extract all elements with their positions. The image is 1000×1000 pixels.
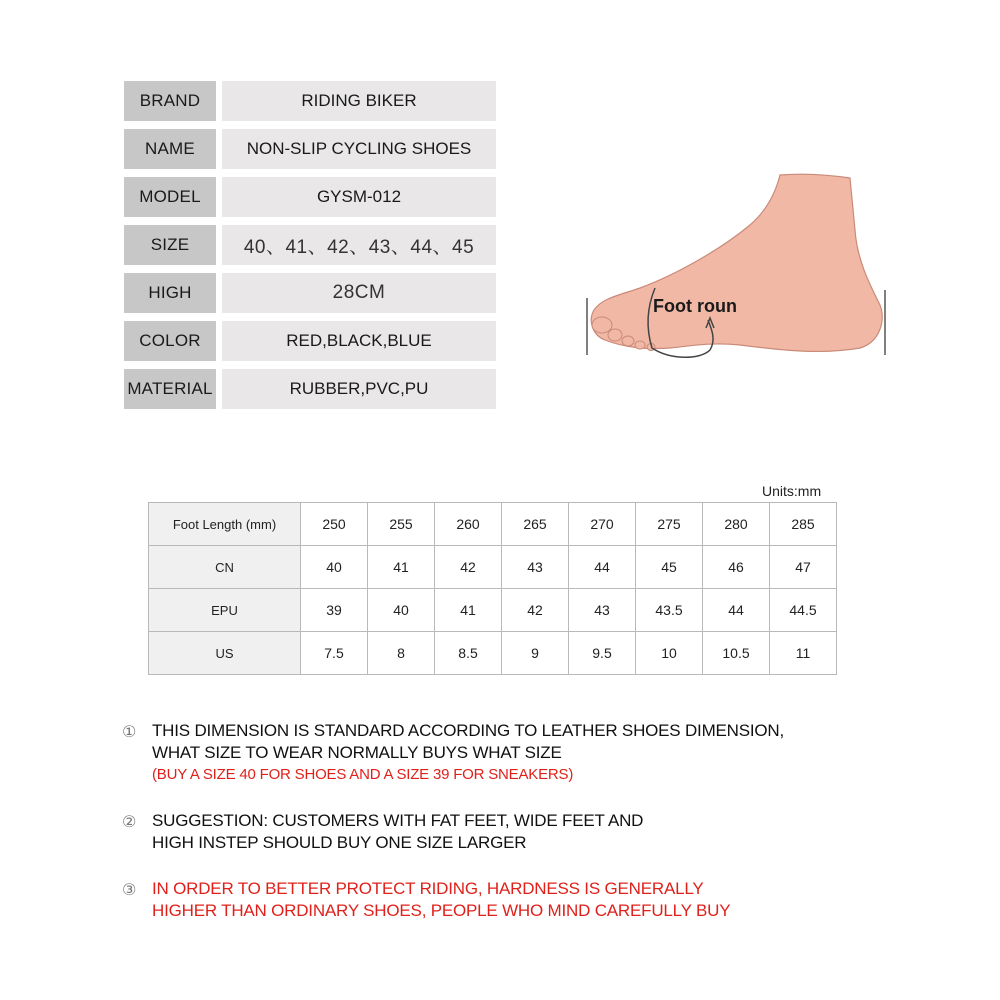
note-3 [122, 878, 882, 922]
spec-label: HIGH [124, 273, 216, 313]
note-text-warning: HIGHER THAN ORDINARY SHOES, PEOPLE WHO MIND CAREFULLY BUY [152, 901, 731, 920]
spec-value: RED,BLACK,BLUE [222, 321, 496, 361]
table-cell: 43 [502, 546, 569, 589]
spec-row-material [124, 369, 496, 409]
table-cell: 41 [368, 546, 435, 589]
table-cell: 40 [301, 546, 368, 589]
spec-value: RIDING BIKER [222, 81, 496, 121]
table-row [149, 589, 837, 632]
spec-row-high [124, 273, 496, 313]
table-cell: 9 [502, 632, 569, 675]
spec-table [124, 81, 496, 417]
table-cell: 10.5 [703, 632, 770, 675]
size-chart-table [148, 502, 837, 675]
table-cell: 7.5 [301, 632, 368, 675]
spec-value: NON-SLIP CYCLING SHOES [222, 129, 496, 169]
table-cell: 42 [502, 589, 569, 632]
table-cell: 11 [770, 632, 837, 675]
table-cell: 45 [636, 546, 703, 589]
spec-value: 40、41、42、43、44、45 [222, 225, 496, 265]
note-1 [122, 720, 882, 786]
note-text-warning: IN ORDER TO BETTER PROTECT RIDING, HARDNESS IS GENERALLY [152, 879, 704, 898]
table-cell: 10 [636, 632, 703, 675]
spec-value: 28CM [222, 273, 496, 313]
spec-row-color [124, 321, 496, 361]
note-number: ① [122, 724, 137, 741]
toe [608, 329, 622, 341]
spec-label: BRAND [124, 81, 216, 121]
table-cell: 260 [435, 503, 502, 546]
row-header: US [149, 632, 301, 675]
row-header: Foot Length (mm) [149, 503, 301, 546]
table-cell: 47 [770, 546, 837, 589]
foot-round-label: Foot roun [653, 296, 737, 316]
note-text: WHAT SIZE TO WEAR NORMALLY BUYS WHAT SIZE [152, 743, 562, 762]
table-cell: 250 [301, 503, 368, 546]
note-text: THIS DIMENSION IS STANDARD ACCORDING TO LEATHER SHOES DIMENSION, [152, 721, 785, 740]
table-cell: 43.5 [636, 589, 703, 632]
note-text-highlight: (BUY A SIZE 40 FOR SHOES AND A SIZE 39 FOR SNEAKERS) [152, 766, 574, 783]
table-cell: 285 [770, 503, 837, 546]
spec-label: COLOR [124, 321, 216, 361]
table-cell: 8.5 [435, 632, 502, 675]
table-cell: 44 [703, 589, 770, 632]
table-cell: 8 [368, 632, 435, 675]
row-header: CN [149, 546, 301, 589]
note-text: SUGGESTION: CUSTOMERS WITH FAT FEET, WIDE FEET AND [152, 811, 644, 830]
toe-big [592, 317, 612, 333]
table-cell: 40 [368, 589, 435, 632]
foot-illustration [580, 170, 890, 370]
table-cell: 265 [502, 503, 569, 546]
table-cell: 46 [703, 546, 770, 589]
note-2 [122, 810, 882, 854]
table-cell: 43 [569, 589, 636, 632]
row-header: EPU [149, 589, 301, 632]
note-number: ③ [122, 882, 137, 899]
spec-row-brand [124, 81, 496, 121]
spec-row-name [124, 129, 496, 169]
spec-label: MODEL [124, 177, 216, 217]
table-cell: 275 [636, 503, 703, 546]
note-text: HIGH INSTEP SHOULD BUY ONE SIZE LARGER [152, 833, 527, 852]
table-row [149, 632, 837, 675]
toe [635, 341, 645, 349]
spec-value: RUBBER,PVC,PU [222, 369, 496, 409]
spec-value: GYSM-012 [222, 177, 496, 217]
table-cell: 44 [569, 546, 636, 589]
spec-row-model [124, 177, 496, 217]
table-row [149, 546, 837, 589]
table-cell: 41 [435, 589, 502, 632]
table-cell: 44.5 [770, 589, 837, 632]
note-number: ② [122, 814, 137, 831]
spec-label: SIZE [124, 225, 216, 265]
spec-row-size [124, 225, 496, 265]
table-cell: 280 [703, 503, 770, 546]
table-cell: 9.5 [569, 632, 636, 675]
toe [622, 336, 634, 346]
table-cell: 42 [435, 546, 502, 589]
spec-label: NAME [124, 129, 216, 169]
table-cell: 39 [301, 589, 368, 632]
table-cell: 255 [368, 503, 435, 546]
notes-section [122, 720, 882, 946]
table-cell: 270 [569, 503, 636, 546]
foot-shape [591, 174, 882, 351]
table-row [149, 503, 837, 546]
units-label: Units:mm [762, 483, 822, 499]
spec-label: MATERIAL [124, 369, 216, 409]
